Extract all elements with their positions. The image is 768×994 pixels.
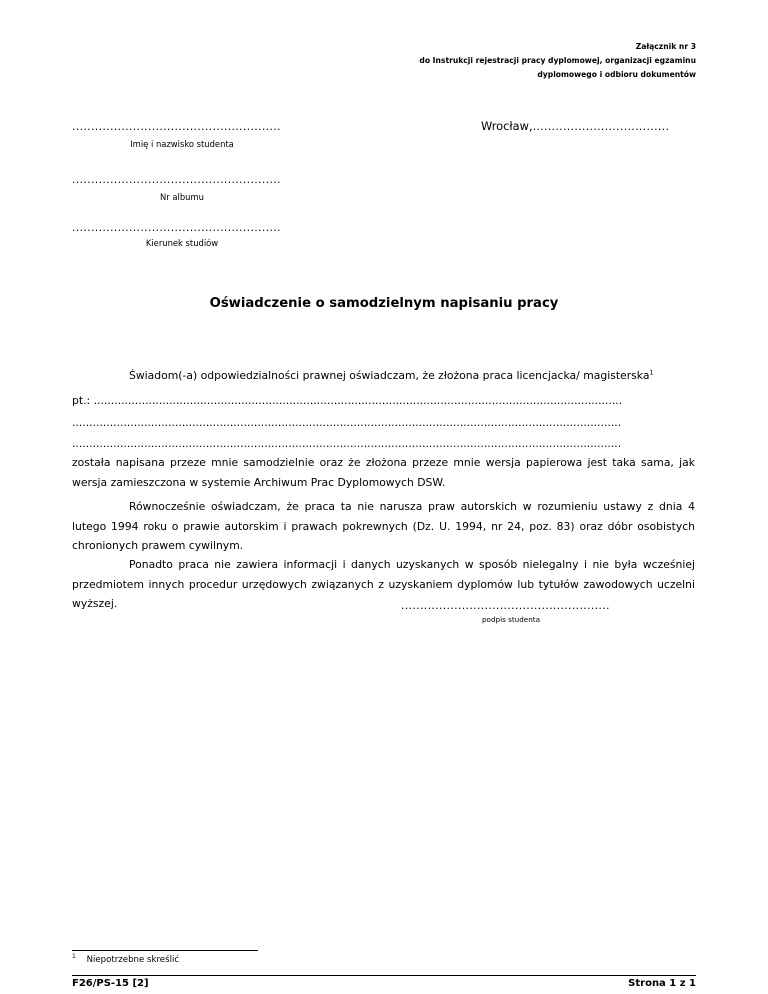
footnote-text: Niepotrzebne skreślić <box>86 955 180 965</box>
signature-field[interactable]: ....................................................... <box>401 599 610 612</box>
header-line-1: Załącznik nr 3 <box>635 42 696 51</box>
intro-text: Świadom(-a) odpowiedzialności prawnej oświadczam, że złożona praca licencjacka/ magisterska <box>129 369 650 382</box>
thesis-title-line-1 <box>72 391 695 411</box>
footnote-separator <box>72 950 258 951</box>
page-number: Strona 1 z 1 <box>628 978 696 989</box>
album-number-caption: Nr albumu <box>160 192 204 202</box>
document-title: Oświadczenie o samodzielnym napisaniu pracy <box>209 296 559 311</box>
intro-line <box>72 366 695 386</box>
place-date <box>481 119 669 133</box>
paragraph-1-rest: została napisana przeze mnie samodzielnie oraz że złożona przeze mnie wersja papierowa jest taka sama, jak wersja zamieszczona w systemie Archiwum Prac Dyplomowych DSW. <box>72 456 695 489</box>
paragraph-3: Ponadto praca nie zawiera informacji i danych uzyskanych w sposób nielegalny i nie była wcześniej przedmiotem innych procedur urzędowych związanych z uzyskaniem dyplomów lub tytułów zawodowych uczelni wyższej. <box>72 558 695 610</box>
attachment-header <box>419 40 696 82</box>
thesis-title-line-2[interactable]: ................................................................................................................................................................ <box>72 416 622 429</box>
pt-label: pt.: <box>72 394 91 407</box>
thesis-title-dots-1[interactable]: .......................................................................................................................................................... <box>93 394 623 407</box>
date-field[interactable]: .................................... <box>532 120 670 133</box>
thesis-title-line-3[interactable]: ................................................................................................................................................................ <box>72 437 622 450</box>
footnote-ref: 1 <box>649 368 654 377</box>
student-name-caption: Imię i nazwisko studenta <box>130 139 234 149</box>
place-label: Wrocław, <box>481 119 533 133</box>
album-number-field[interactable]: ....................................................... <box>72 173 281 186</box>
header-line-2: do Instrukcji rejestracji pracy dyplomowej, organizacji egzaminu <box>419 56 696 65</box>
field-of-study-caption: Kierunek studiów <box>145 238 219 248</box>
footer-separator <box>72 975 696 976</box>
footnote <box>72 955 179 965</box>
signature-caption: podpis studenta <box>482 615 540 624</box>
paragraph-2: Równocześnie oświadczam, że praca ta nie narusza praw autorskich w rozumieniu ustawy z dnia 4 lutego 1994 roku o prawie autorskim i prawach pokrewnych (Dz. U. 1994, nr 24, poz. 83) oraz dóbr osobistych chronionych prawem cywilnym. <box>72 500 695 552</box>
student-name-field[interactable]: ....................................................... <box>72 120 281 133</box>
document-code: F26/PS-15 [2] <box>72 978 149 989</box>
header-line-3: dyplomowego i odbioru dokumentów <box>537 70 696 79</box>
field-of-study-field[interactable]: ....................................................... <box>72 221 281 234</box>
footnote-number: 1 <box>72 953 76 961</box>
